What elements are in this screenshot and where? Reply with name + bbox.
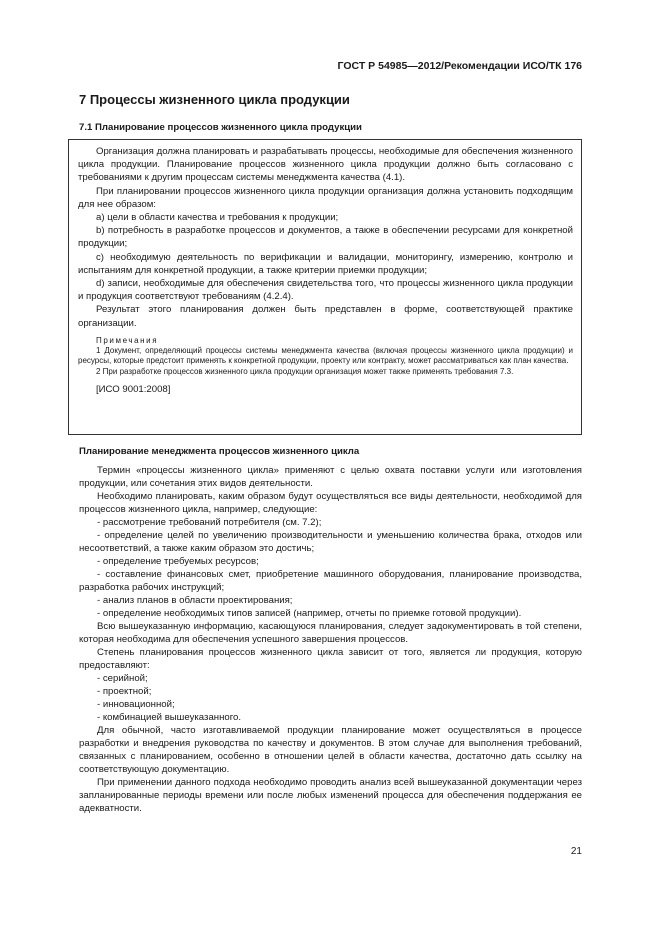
note-item: 1 Документ, определяющий процессы системы менеджмента качества (включая процессы жизненного цикла продукции) и ресурсы, которые предстоит применять к конкретной продукции, проекту или контракту, может рассматриваться как план качества. bbox=[78, 345, 573, 366]
list-item: - определение необходимых типов записей (например, отчеты по приемке готовой продукции). bbox=[97, 608, 522, 619]
subsection-title: 7.1 Планирование процессов жизненного цикла продукции bbox=[79, 122, 362, 133]
body-heading: Планирование менеджмента процессов жизненного цикла bbox=[79, 446, 360, 457]
list-item: - инновационной; bbox=[97, 699, 175, 710]
quote-paragraph: c) необходимую деятельность по верификации и валидации, мониторингу, измерению, контролю и испытаниям для конкретной продукции, а также критерии приемки продукции; bbox=[78, 251, 573, 276]
body-text bbox=[79, 446, 582, 815]
list-item: - серийной; bbox=[97, 673, 148, 684]
body-paragraph: Необходимо планировать, каким образом будут осуществляться все виды деятельности, необходимой для процессов жизненного цикла, например, следующие: bbox=[79, 491, 582, 515]
list-item: - определение целей по увеличению производительности и уменьшению количества брака, отходов или несоответствий, а также каким образом это достичь; bbox=[79, 530, 582, 554]
list-item: - анализ планов в области проектирования; bbox=[97, 595, 293, 606]
quote-paragraph: b) потребность в разработке процессов и документов, а также в обеспечении ресурсами для конкретной продукции; bbox=[78, 225, 573, 250]
document-code-header: ГОСТ Р 54985—2012/Рекомендации ИСО/ТК 176 bbox=[337, 60, 582, 72]
list-item: - составление финансовых смет, приобретение машинного оборудования, планирование производства, разработка рабочих инструкций; bbox=[79, 569, 582, 593]
notes-title: Примечания bbox=[96, 335, 159, 345]
quote-paragraph: d) записи, необходимые для обеспечения свидетельства того, что процессы жизненного цикла продукции и продукция соответствуют требованиям (4.2.4). bbox=[78, 278, 573, 303]
quote-paragraph: При планировании процессов жизненного цикла продукции организация должна установить подходящим для нее образом: bbox=[78, 185, 573, 210]
list-item: - рассмотрение требований потребителя (см. 7.2); bbox=[97, 517, 322, 528]
note-item: 2 При разработке процессов жизненного цикла продукции организация может также применять требования 7.3. bbox=[96, 366, 514, 376]
list-item: - определение требуемых ресурсов; bbox=[97, 556, 259, 567]
list-item: - комбинацией вышеуказанного. bbox=[97, 712, 241, 723]
standard-quote-box bbox=[68, 139, 582, 435]
quote-paragraph: a) цели в области качества и требования к продукции; bbox=[96, 212, 339, 224]
body-paragraph: Степень планирования процессов жизненного цикла зависит от того, является ли продукция, которую предоставляют: bbox=[79, 647, 582, 671]
list-item: - проектной; bbox=[97, 686, 152, 697]
body-paragraph: При применении данного подхода необходимо проводить анализ всей вышеуказанной документации через запланированные периоды времени или после любых изменений процесса для обеспечения поддержания ее адекватности. bbox=[79, 777, 582, 814]
quote-paragraph: Результат этого планирования должен быть представлен в форме, соответствующей практике организации. bbox=[78, 304, 573, 329]
section-title: 7 Процессы жизненного цикла продукции bbox=[79, 92, 350, 107]
body-paragraph: Термин «процессы жизненного цикла» применяют с целью охвата поставки услуги или изготовления продукции, или сочетания этих видов деятельности. bbox=[79, 465, 582, 489]
body-paragraph: Всю вышеуказанную информацию, касающуюся планирования, следует задокументировать в той степени, которая необходима для обеспечения успешного завершения процессов. bbox=[79, 621, 582, 645]
quote-paragraph: Организация должна планировать и разрабатывать процессы, необходимые для обеспечения жизненного цикла продукции. Планирование процессов жизненного цикла продукции должно быть согласовано с требованиями к другим процессам системы менеджмента качества (4.1). bbox=[78, 146, 573, 184]
source-reference: [ИСО 9001:2008] bbox=[96, 384, 171, 396]
page-number: 21 bbox=[570, 846, 582, 857]
body-paragraph: Для обычной, часто изготавливаемой продукции планирование может осуществляться в процессе разработки и внедрения руководства по качеству и документов. В этом случае для выполнения требований, связанных с планированием, особенно в отношении целей в области качества, достаточно дать ссылку на соответствующую документацию. bbox=[79, 725, 582, 775]
